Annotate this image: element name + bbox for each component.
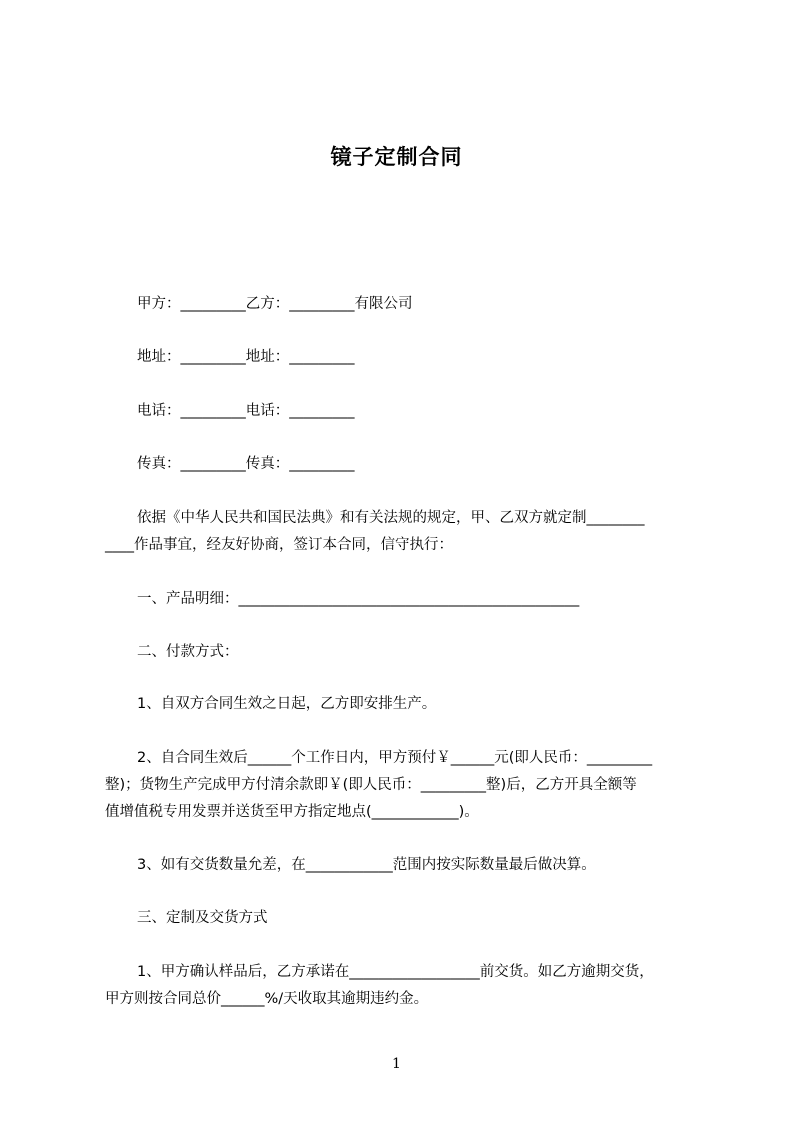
party-names-line: 甲方：_________乙方：_________有限公司 — [137, 296, 413, 312]
preamble-line-1: 依据《中华人民共和国民法典》和有关法规的规定，甲、乙双方就定制________ — [137, 510, 645, 526]
delivery-clause-1-line-1: 1、甲方确认样品后，乙方承诺在__________________前交货。如乙方逾期交货， — [137, 964, 654, 980]
delivery-clause-1-line-2: 甲方则按合同总价______%/天收取其逾期违约金。 — [105, 991, 429, 1007]
payment-clause-2-line-3: 值增值税专用发票并送货至甲方指定地点(____________)。 — [105, 804, 479, 820]
payment-clause-3: 3、如有交货数量允差，在____________范围内按实际数量最后做决算。 — [137, 857, 596, 873]
phone-line: 电话：_________电话：_________ — [137, 403, 355, 419]
section-3-heading: 三、定制及交货方式 — [137, 910, 268, 926]
document-title: 镜子定制合同 — [330, 145, 463, 169]
payment-clause-2-line-1: 2、自合同生效后______个工作日内，甲方预付￥______元(即人民币：_________ — [137, 750, 653, 766]
page-number: 1 — [392, 1056, 401, 1072]
section-1-heading: 一、产品明细：_______________________________________________ — [137, 591, 580, 607]
payment-clause-1: 1、自双方合同生效之日起，乙方即安排生产。 — [137, 696, 437, 712]
payment-clause-2-line-2: 整)；货物生产完成甲方付清余款即￥(即人民币：_________整)后，乙方开具全额等 — [105, 777, 637, 793]
section-2-heading: 二、付款方式： — [137, 644, 239, 660]
preamble-line-2: ____作品事宜，经友好协商，签订本合同，信守执行： — [105, 537, 453, 553]
fax-line: 传真：_________传真：_________ — [137, 456, 355, 472]
address-line: 地址：_________地址：_________ — [137, 349, 355, 365]
